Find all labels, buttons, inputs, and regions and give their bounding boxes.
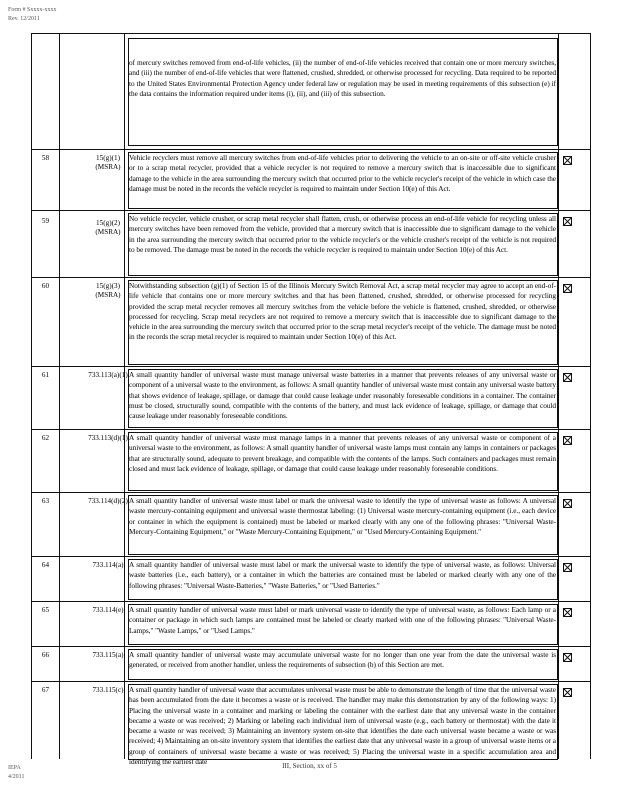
item-number: 60 [41,282,50,290]
compliance-checkbox[interactable] [563,653,572,662]
citation: 15(g)(3) (MSRA) [95,282,121,299]
checked-x-icon [564,218,571,225]
requirement-text: A small quantity handler of universal waste may accumulate universal waste for no longer than one year from the date the universal waste is generated, or received from another handler, unless the requirements of subsection (b) of this Section are met. [129,650,556,670]
requirement-text: Vehicle recyclers must remove all mercury switches from end-of-life vehicles prior to delivering the vehicle to an on-site or off-site vehicle crusher or to a scrap metal recycler, provided that a vehicle recycler is not required to remove a mercury switch that is inaccessible due to significant damage to the vehicle in the area surrounding the mercury switch that occurred prior to the vehicle recycler's receipt of the vehicle in which case the damage must be noted in the records the vehicle recycler is required to maintain under Section 10(e) of this Act. [129,153,556,193]
table-row [32,150,590,211]
citation: 15(g)(1) (MSRA) [95,154,121,171]
footer-date: 4/2011 [8,774,25,780]
compliance-checkbox[interactable] [563,284,572,293]
checked-x-icon [564,654,571,661]
citation: 15(g)(2) (MSRA) [95,219,121,236]
item-number: 65 [41,606,50,614]
citation: 733.114(e) [92,606,124,614]
table-row [32,278,590,367]
item-number: 58 [41,154,50,162]
table-row [32,647,590,682]
footer-agency: IEPA [8,765,21,771]
checked-x-icon [564,564,571,571]
table-row [32,367,590,430]
checked-x-icon [564,374,571,381]
revision-date: Rev. 12/2011 [8,16,40,22]
checked-x-icon [564,609,571,616]
item-number: 67 [41,686,50,694]
compliance-checkbox[interactable] [563,563,572,572]
compliance-checkbox[interactable] [563,156,572,165]
requirement-text: A small quantity handler of universal waste that accumulates universal waste must be able to demonstrate the length of time that the universal waste has been accumulated from the date it becomes a waste or is received. The handler may make this demonstration by any of the following ways: 1) Placing the universal waste in a container and marking or labeling the container with the earliest date that any universal waste in the container became a waste or was received; 2) Marking or labeling each individual item of universal waste (e.g., each battery or thermostat) with the date it became a waste or was received; 3) Maintaining an inventory system on-site that identifies the date each universal waste became a waste or was received; 4) Maintaining an on-site inventory system that identifies the earliest date that any universal waste in a group of universal waste items or a group of containers of universal waste became a waste or was received; 5) Placing the universal waste in a specific accumulation area and identifying the earliest date [129,685,556,767]
item-number: 63 [41,497,50,505]
form-number: Form # Sxxxx-xxxx [8,7,57,13]
compliance-checkbox[interactable] [563,373,572,382]
checked-x-icon [564,285,571,292]
item-number: 61 [41,371,50,379]
requirement-text: No vehicle recycler, vehicle crusher, or scrap metal recycler shall flatten, crush, or otherwise process an end-of-life vehicle for recycling unless all mercury switches have been removed from the vehicle, provided that a mercury switch that is inaccessible due to significant damage to the vehicle in the area surrounding the mercury switch that occurred prior to the vehicle recycler's or the vehicle crusher's receipt of the vehicle is not required to be removed. The damage must be noted in the records the vehicle recycler is required to maintain under Section 10(e) of this Act. [129,214,556,254]
citation: 733.115(a) [92,651,124,659]
table-row [32,602,590,647]
checked-x-icon [564,437,571,444]
item-number: 64 [41,561,50,569]
citation: 733.114(d)(2) [88,497,128,505]
table-row [32,211,590,278]
requirement-text: A small quantity handler of universal waste must manage lamps in a manner that prevents releases of any universal waste or component of a universal waste to the environment, as follows: A small quantity handler of universal waste lamps must contain any lamps in containers or packages that are structurally sound, adequate to prevent breakage, and compatible with the contents of the lamps. Such containers and packages must remain closed and must lack evidence of leakage, spillage, or damage that could cause leakage under reasonably foreseeable conditions. [129,433,556,473]
table-row [32,430,590,493]
requirement-text: Notwithstanding subsection (g)(1) of Section 15 of the Illinois Mercury Switch Removal Act, a scrap metal recycler may agree to accept an end-of-life vehicle that contains one or more mercury switches and that has been flattened, crushed, shredded, or otherwise processed for recycling provided the scrap metal recycler removes all mercury switches from the vehicle before the vehicle is flattened, crushed, shredded, or otherwise processed for recycling. Scrap metal recyclers are not required to remove a mercury switch that is inaccessible due to significant damage to the vehicle in the area surrounding the mercury switch that occurred prior to the scrap metal recycler's receipt of the vehicle. The damage must be noted in the records the scrap metal recycler is required to maintain under Section 10(e) of this Act. [129,281,556,342]
compliance-checkbox[interactable] [563,499,572,508]
table-row [32,493,590,557]
item-number: 59 [41,217,50,225]
compliance-checkbox[interactable] [563,688,572,697]
requirement-text: A small quantity handler of universal waste must label or mark the universal waste to identify the type of universal waste as follows: A universal waste mercury-containing equipment and universal waste thermostat labeling: (1) Universal waste mercury-containing equipment (i.e., each device or container in which the equipment is contained) must be labeled or marked clearly with any one of the following phrases: "Universal Waste-Mercury-Containing Equipment," or "Waste Mercury-Containing Equipment," or "Used Mercury-Containing Equipment." [129,496,556,536]
compliance-checkbox[interactable] [563,608,572,617]
item-number: 66 [41,651,50,659]
compliance-checkbox[interactable] [563,436,572,445]
checked-x-icon [564,689,571,696]
citation: 733.114(a) [92,561,124,569]
requirement-text: of mercury switches removed from end-of-life vehicles, (ii) the number of end-of-life vehicles received that contain one or more mercury switches, and (iii) the number of end-of-life vehicles that were flattened, crushed, shredded, or otherwise processed for recycling. Data required to be reported to the United States Environmental Protection Agency under federal law or regulation may be used in meeting requirements of this subsection (e) if the data contains the information required under items (i), (ii), and (iii) of this subsection. [129,58,556,98]
citation: 733.115(c) [92,686,124,694]
checked-x-icon [564,500,571,507]
citation: 733.113(d)(1) [88,434,128,442]
item-number: 62 [41,434,50,442]
checked-x-icon [564,157,571,164]
table-row [32,34,590,150]
citation: 733.113(a)(1) [88,371,128,379]
page-header [8,6,56,24]
requirement-text: A small quantity handler of universal waste must label or mark universal waste to identify the type of universal waste, as follows: Each lamp or a container or package in which such lamps are contained must be labeled or clearly marked with one of the following phrases: "Universal Waste-Lamps," "Waste Lamps," or "Used Lamps." [129,605,556,635]
requirement-text: A small quantity handler of universal waste must manage universal waste batteries in a manner that prevents releases of any universal waste or component of a universal waste to the environment, as follows: A small quantity handler of universal waste must contain any universal waste battery that shows evidence of leakage, spillage, or damage that could cause leakage under reasonably foreseeable conditions in a container. The container must be closed, structurally sound, compatible with the contents of the battery, and must lack evidence of leakage, spillage, or damage that could cause leakage under reasonably foreseeable conditions. [129,370,556,421]
compliance-checkbox[interactable] [563,217,572,226]
table-row [32,557,590,602]
page-number: III, Section, xx of 5 [282,762,337,770]
requirement-text: A small quantity handler of universal waste must label or mark the universal waste to identify the type of universal waste, as follows: Universal waste batteries (i.e., each battery), or a container in which the batteries are contained must be labeled or marked clearly with any one of the following phrases: "Universal Waste-Batteries," "Waste Batteries," or "Used Batteries." [129,560,556,590]
